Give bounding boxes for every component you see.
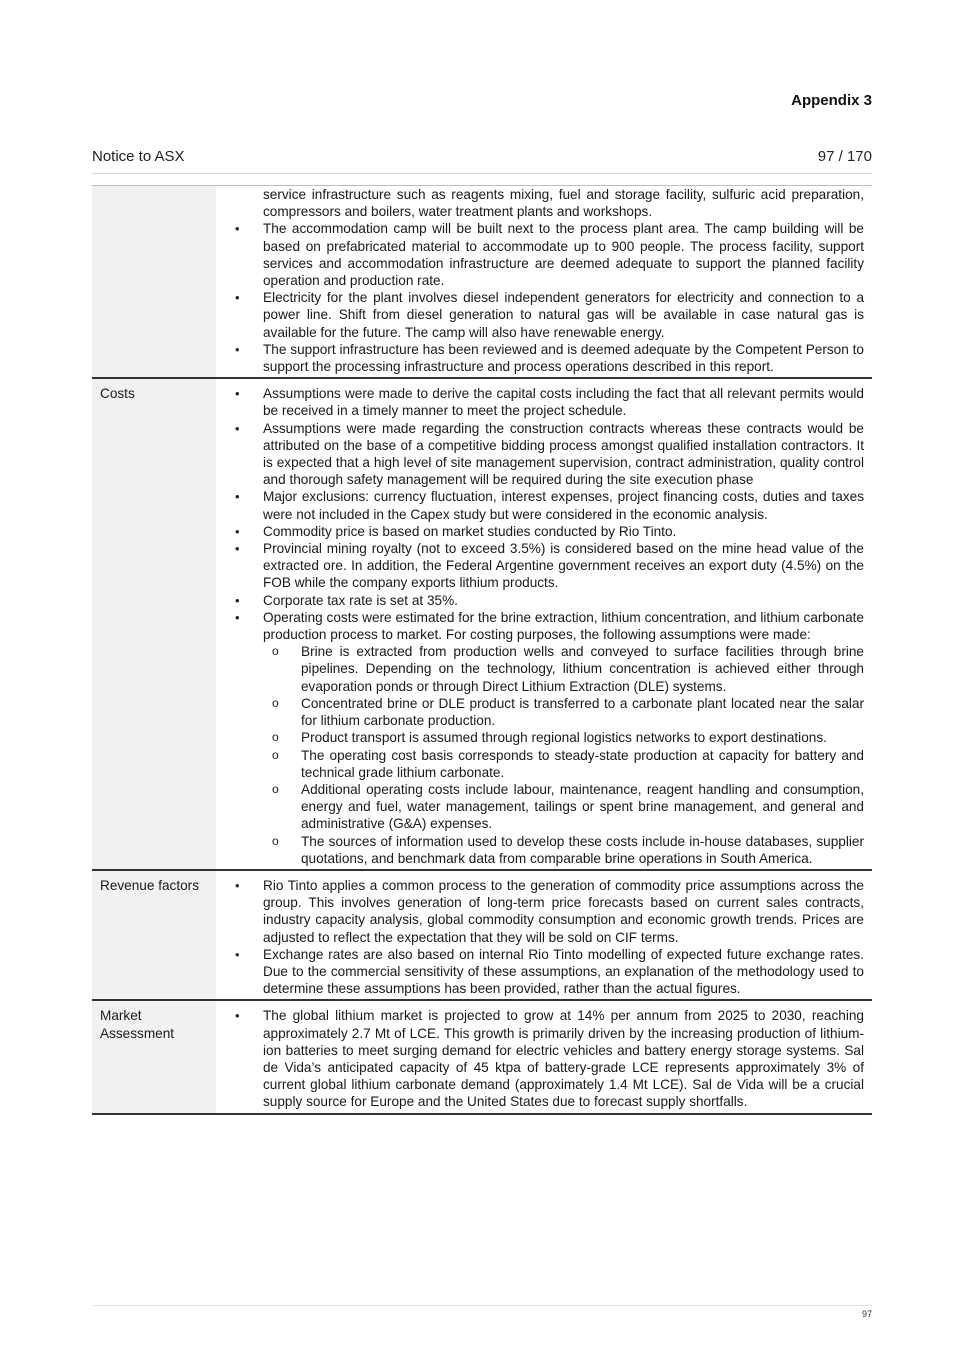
- footer-page-number: 97: [861, 1309, 872, 1319]
- list-item: • Major exclusions: currency fluctuation, interest expenses, project financing costs, duties and taxes were not included in the Capex study but were considered in the economic analysis.: [222, 488, 864, 522]
- bullet-list: [222, 385, 864, 643]
- list-item: • Assumptions were made regarding the construction contracts whereas these contracts would be attributed on the base of a competitive bidding process amongst qualified installation contractors. It is expected that a high level of site management supervision, contract administration, quality control and thorough safety management will be required during the site execution phase: [222, 420, 864, 489]
- page-counter: 97 / 170: [817, 148, 872, 165]
- bullet-list: [222, 186, 864, 375]
- list-item: • The global lithium market is projected to grow at 14% per annum from 2025 to 2030, reaching approximately 2.7 Mt of LCE. This growth is primarily driven by the increasing production of lithium-ion batteries to meet surging demand for electric vehicles and battery energy storage systems. Sal de Vida’s anticipated capacity of 45 ktpa of battery-grade LCE represents approximately 3% of current global lithium carbonate demand (approximately 1.4 Mt LCE). Sal de Vida will be a crucial supply source for Europe and the United States due to forecast supply shortfalls.: [222, 1007, 864, 1110]
- header-divider: [92, 173, 872, 174]
- list-item: • Commodity price is based on market studies conducted by Rio Tinto.: [222, 523, 864, 540]
- list-item: • Corporate tax rate is set at 35%.: [222, 592, 864, 609]
- sub-bullet-list: [222, 643, 864, 867]
- list-item: service infrastructure such as reagents mixing, fuel and storage facility, sulfuric acid preparation, compressors and boilers, water treatment plants and workshops.: [263, 187, 864, 220]
- table-row: [92, 378, 872, 870]
- list-item: • Rio Tinto applies a common process to the generation of commodity price assumptions across the group. This involves generation of long-term price forecasts based on current sales contracts, industry capacity analysis, global commodity consumption and economic growth trends. Prices are adjusted to reflect the expectation that they will be sold on CIF terms.: [222, 877, 864, 946]
- list-item: • Operating costs were estimated for the brine extraction, lithium concentration, and lithium carbonate production process to market. For costing purposes, the following assumptions were made:: [222, 609, 864, 643]
- list-item: • Assumptions were made to derive the capital costs including the fact that all relevant permits would be received in a timely manner to meet the project schedule.: [222, 385, 864, 419]
- table-row: [92, 186, 872, 378]
- sub-list-item: o The operating cost basis corresponds to steady-state production at capacity for battery and technical grade lithium carbonate.: [222, 747, 864, 781]
- sub-list-item: o Additional operating costs include labour, maintenance, reagent handling and consumption, energy and fuel, water management, tailings or spent brine management, and general and administrative (G&A) expenses.: [222, 781, 864, 833]
- bullet-list: [222, 877, 864, 997]
- row-label: Market Assessment: [92, 1000, 216, 1113]
- sub-list-item: o Brine is extracted from production wells and conveyed to surface facilities through brine pipelines. Depending on the technology, lithium concentration is achieved either through evaporation ponds or through Direct Lithium Extraction (DLE) systems.: [222, 643, 864, 695]
- criteria-table: [92, 186, 872, 1115]
- sub-list-item: o Concentrated brine or DLE product is transferred to a carbonate plant located near the salar for lithium carbonate production.: [222, 695, 864, 729]
- table-row: [92, 870, 872, 1000]
- footer-divider: [92, 1305, 872, 1306]
- list-item: • Electricity for the plant involves diesel independent generators for electricity and connection to a power line. Shift from diesel generation to natural gas will be available in case natural gas is available for the future. The camp will also have renewable energy.: [222, 289, 864, 341]
- list-item: • Provincial mining royalty (not to exceed 3.5%) is considered based on the mine head value of the extracted ore. In addition, the Federal Argentine government receives an export duty (4.5%) on the FOB while the company exports lithium products.: [222, 540, 864, 592]
- list-item: • Exchange rates are also based on internal Rio Tinto modelling of expected future exchange rates. Due to the commercial sensitivity of these assumptions, an explanation of the methodology used to determine these assumptions has been provided, rather than the actual figures.: [222, 946, 864, 998]
- row-label: Costs: [92, 378, 216, 870]
- row-label: [92, 186, 216, 378]
- row-label: Revenue factors: [92, 870, 216, 1000]
- list-item: • The accommodation camp will be built next to the process plant area. The camp building will be based on prefabricated material to accommodate up to 900 people. The process facility, support services and accommodation infrastructure are deemed adequate to support the planned facility operation and production rate.: [222, 220, 864, 289]
- sub-list-item: o The sources of information used to develop these costs include in-house databases, supplier quotations, and benchmark data from comparable brine operations in South America.: [222, 833, 864, 867]
- table-row: [92, 1000, 872, 1113]
- page-header: [92, 148, 872, 165]
- list-item: • The support infrastructure has been reviewed and is deemed adequate by the Competent Person to support the processing infrastructure and process operations described in this report.: [222, 341, 864, 375]
- notice-label: Notice to ASX: [92, 148, 185, 165]
- appendix-title: Appendix 3: [791, 92, 872, 109]
- bullet-list: [222, 1007, 864, 1110]
- sub-list-item: o Product transport is assumed through regional logistics networks to export destinations.: [222, 729, 864, 746]
